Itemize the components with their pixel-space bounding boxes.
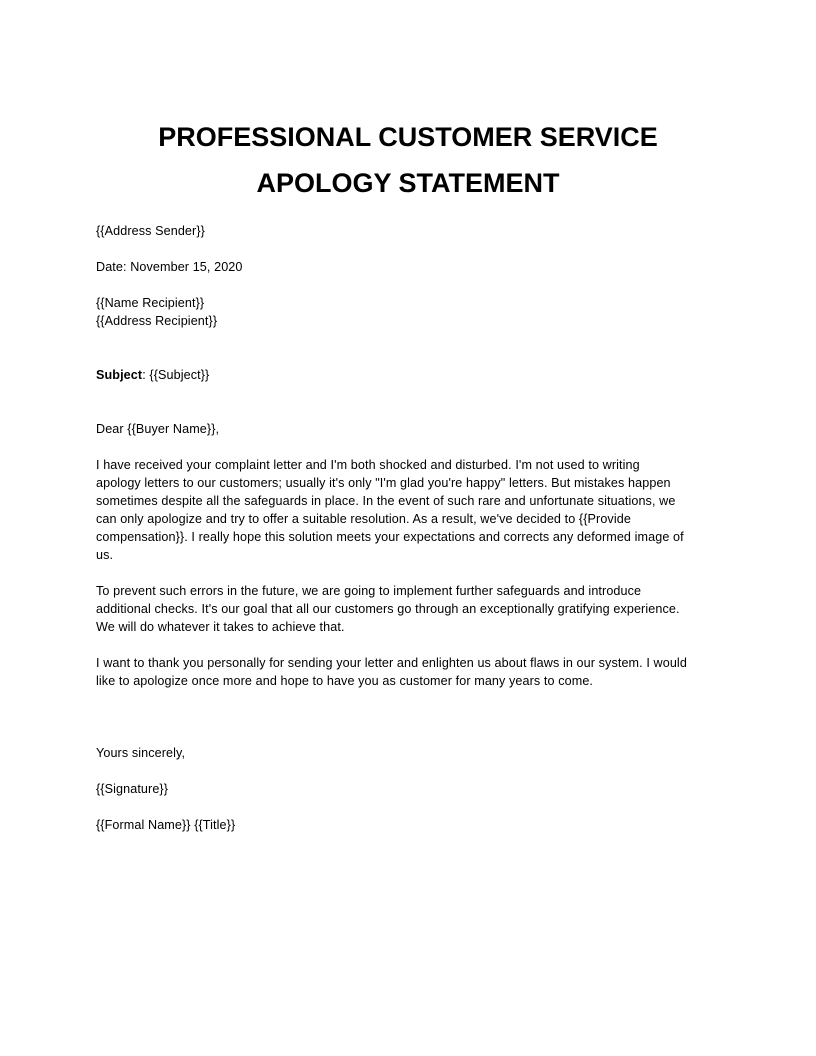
paragraph-line: can only apologize and try to offer a suitable resolution. As a result, we've decided to {{Provide bbox=[96, 512, 631, 526]
paragraph-line: compensation}}. I really hope this solution meets your expectations and corrects any deformed image of bbox=[96, 530, 684, 544]
paragraph-line: like to apologize once more and hope to have you as customer for many years to come. bbox=[96, 674, 594, 688]
recipient-address: {{Address Recipient}} bbox=[96, 314, 218, 328]
formal-name-title: {{Formal Name}} {{Title}} bbox=[96, 818, 236, 832]
paragraph-line: apology letters to our customers; usually it's only "I'm glad you're happy" letters. But mistakes happen bbox=[96, 476, 671, 490]
title-line-1: PROFESSIONAL CUSTOMER SERVICE bbox=[158, 122, 658, 152]
salutation: Dear {{Buyer Name}}, bbox=[96, 422, 220, 436]
paragraph-line: I want to thank you personally for sending your letter and enlighten us about flaws in our system. I would bbox=[96, 656, 687, 670]
signature-placeholder: {{Signature}} bbox=[96, 782, 169, 796]
paragraph-line: us. bbox=[96, 548, 114, 562]
letter-body bbox=[96, 222, 736, 834]
paragraph-line: additional checks. It's our goal that all our customers go through an exceptionally gratifying experience. bbox=[96, 602, 680, 616]
subject-label: Subject bbox=[96, 368, 143, 382]
document-title bbox=[0, 114, 816, 206]
letter-date: Date: November 15, 2020 bbox=[96, 260, 243, 274]
recipient-name: {{Name Recipient}} bbox=[96, 296, 205, 310]
paragraph-2 bbox=[96, 582, 736, 636]
title-line-2: APOLOGY STATEMENT bbox=[256, 168, 560, 198]
closing: Yours sincerely, bbox=[96, 746, 186, 760]
subject-line bbox=[96, 366, 736, 384]
paragraph-line: We will do whatever it takes to achieve that. bbox=[96, 620, 345, 634]
subject-value: : {{Subject}} bbox=[142, 368, 210, 382]
paragraph-line: To prevent such errors in the future, we are going to implement further safeguards and introduce bbox=[96, 584, 642, 598]
paragraph-1 bbox=[96, 456, 736, 564]
paragraph-line: sometimes despite all the safeguards in place. In the event of such rare and unfortunate situations, we bbox=[96, 494, 676, 508]
paragraph-line: I have received your complaint letter and I'm both shocked and disturbed. I'm not used to writing bbox=[96, 458, 640, 472]
sender-address: {{Address Sender}} bbox=[96, 224, 205, 238]
paragraph-3 bbox=[96, 654, 736, 690]
